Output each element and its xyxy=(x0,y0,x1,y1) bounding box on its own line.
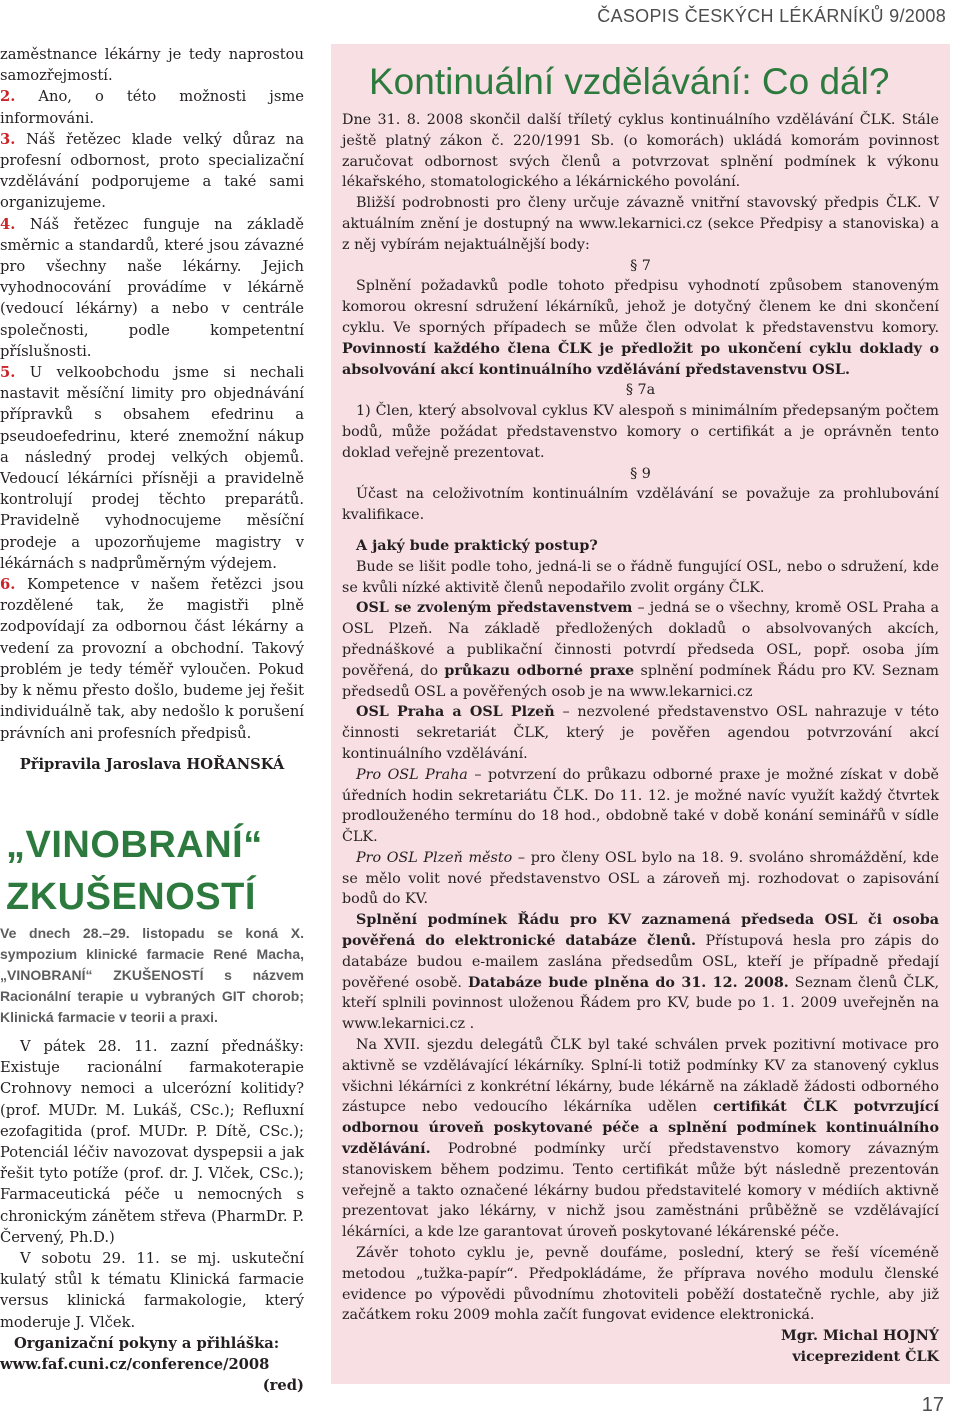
practice-card-label: průkazu odborné praxe xyxy=(444,662,635,679)
answer-6 xyxy=(0,574,304,744)
vinobrani-program xyxy=(0,1036,304,1396)
osl-plzen-text: – pro členy OSL bylo na 18. 9. svoláno shromáždění, kde se mělo volit nové představenstvo OSL a zároveň mj. rozhodovat o zapisování bodů do KV. xyxy=(342,849,939,908)
answer-text: Náš řetězec klade velký důraz na profesní odbornost, proto specializační vzdělávání podporujeme a také sami organizujeme. xyxy=(0,130,304,212)
answer-text: Náš řetězec funguje na základě směrnic a standardů, které jsou závazné pro všechny naše lékárny. Jejich vyhodnocování provádíme v lékárně (vedoucí lékárny) a nebo v centrále společnosti, podle kompetentní příslušnosti. xyxy=(0,215,304,360)
answer-number: 4. xyxy=(0,215,16,233)
journal-header: ČASOPIS ČESKÝCH LÉKÁRNÍKŮ 9/2008 xyxy=(597,6,946,26)
article-body xyxy=(342,110,939,1368)
signature-role: viceprezident ČLK xyxy=(792,1349,939,1366)
answer-text: U velkoobchodu jsme si nechali nastavit měsíční limity pro objednávání přípravků s obsahem efedrinu a pseudoefedrinu, které znemožní nákup a následný prodej velkých objemů. Vedoucí lékárníci přísněji a pravidelně kontrolují prodej těchto preparátů. Pravidelně vyhodnocujeme měsíční prodeje a upozorňujeme magistry v lékárnách s nadprůměrným výdejem. xyxy=(0,364,304,572)
practical-paragraph-1: Bude se lišit podle toho, jedná-li se o řádně fungující OSL, nebo o sdružení, kde se kvůli nízké aktivitě členů nepodařilo zvolit orgány ČLK. xyxy=(342,558,939,596)
vinobrani-title-line1: „VINOBRANÍ“ xyxy=(6,823,263,866)
answer-number: 2. xyxy=(0,88,16,106)
signature-name: Mgr. Michal HOJNÝ xyxy=(780,1328,939,1345)
section-7a-text: 1) Člen, který absolvoval cyklus KV alespoň s minimálním předepsaným počtem bodů, může požádat představenstvo komory o certifikát a je oprávněn tento doklad veřejně prezentovat. xyxy=(342,403,939,461)
answer-2 xyxy=(0,86,304,128)
practical-paragraph-5 xyxy=(342,848,939,910)
osl-plzen-label: Pro OSL Plzeň město xyxy=(356,849,513,866)
practical-paragraph-7 xyxy=(342,1035,939,1243)
osl-board-label: OSL se zvoleným představenstvem xyxy=(356,600,633,617)
answer-text: Ano, o této možnosti jsme informováni. xyxy=(0,88,304,127)
certificate-text: Na XVII. sjezdu delegátů ČLK byl také schválen prvek pozitivní motivace pro aktivně se vzdělávající lékárníky. Splní-li totiž podmínky KV za stanovený cyklus všichni lékárníci z konkrétní lékárny, bude lékárně na základě žádosti odborného zástupce nebo vedoucího lékárníka udělen xyxy=(342,1037,939,1116)
database-label: Splnění podmínek Řádu pro KV zaznamená předseda OSL či osoba pověřená do elektronické databáze členů. xyxy=(342,912,939,950)
article-box xyxy=(331,44,950,1384)
database-text-2: Seznam členů ČLK, kteří splnili povinnost uloženou Řádem pro KV, bude po 1. 1. 2009 uveřejněn na www.lekarnici.cz . xyxy=(342,974,940,1033)
section-7-text-b: Povinností každého člena ČLK je předložit po ukončení cyklu doklady o absolvování akcí kontinuálního vzdělávání představenstvu OSL. xyxy=(342,340,939,378)
intro-paragraph-1: Dne 31. 8. 2008 skončil další tříletý cyklus kontinuálního vzdělávání ČLK. Stále ještě platný zákon č. 220/1991 Sb. (o komorách) ukládá komorám povinnost zaručovat odbornost svých členů a potvrzovat splnění podmínek k výkonu lékařského, stomatologického a lékárnického povolání. xyxy=(342,112,939,191)
section-9-heading: § 9 xyxy=(630,465,651,482)
author-signature: Připravila Jaroslava HOŘANSKÁ xyxy=(19,755,285,773)
osl-board-text: – jedná se o všechny, kromě OSL Praha a OSL Plzeň. Na základě předložených dokladů o absolvovaných akcích, přednáškové a publikační činnosti potvrdí předseda OSL, popř. osoba jím pověřená, do xyxy=(342,600,939,679)
editor-mark: (red) xyxy=(262,1377,304,1395)
answer-1: zaměstnance lékárny je tedy naprostou samozřejmostí. xyxy=(0,46,304,85)
section-9-text: Účast na celoživotním kontinuálním vzdělávání se považuje za prohlubování kvalifikace. xyxy=(342,486,939,524)
osl-praha-plzen-text: – nezvolené představenstvo OSL nahrazuje v této činnosti sekretariát ČLK, který je pověřen agendou potvrzování akcí kontinuálního vzdělávání. xyxy=(342,704,940,762)
practical-paragraph-6 xyxy=(342,910,939,1035)
friday-program: V pátek 28. 11. zazní přednášky: Existuje racionální farmakoterapie Crohnovy nemoci a ulcerózní kolitidy? (prof. MUDr. M. Lukáš, CSc.); Refluxní ezofagitida (prof. MUDr. P. Dítě, CSc.); Potenciál léčiv navozovat dyspepsii a jak řešit tyto potíže (prof. dr. J. Vlček, CSc.); Farmaceutická péče u nemocných s chronickým zánětem střeva (PharmDr. P. Červený, Ph.D.) xyxy=(0,1037,304,1246)
osl-board-text-2: splnění podmínek Řádu pro KV. Seznam předsedů OSL a pověřených osob je na www.lekarnici.cz xyxy=(342,662,939,700)
osl-praha-plzen-label: OSL Praha a OSL Plzeň xyxy=(356,704,555,721)
practical-paragraph-2 xyxy=(342,598,939,702)
practical-subheading: A jaký bude praktický postup? xyxy=(356,537,598,554)
answer-text: Kompetence v našem řetězci jsou rozdělené tak, že magistři plně zodpovídají za odbornou část lékárny a vedení za provozní a obchodní. Takový problém je tedy téměř vyloučen. Pokud by k němu přesto došlo, budeme jej řešit individuálně tak, aby nedošlo k porušení právních ani profesních předpisů. xyxy=(0,576,304,742)
answer-number: 6. xyxy=(0,576,16,594)
answer-number: 5. xyxy=(0,364,16,382)
closing-paragraph: Závěr tohoto cyklu je, pevně doufáme, poslední, který se řeší víceméně metodou „tužka-papír“. Předpokládáme, že příprava nového modulu členské evidence po výpovědi původnímu zhotoviteli poběží dostatečně rychle, aby již začátkem roku 2009 mohla začít fungovat evidence elektronická. xyxy=(342,1245,939,1324)
vinobrani-title-line2: ZKUŠENOSTÍ xyxy=(6,875,256,918)
org-url[interactable]: www.faf.cuni.cz/conference/2008 xyxy=(0,1355,270,1373)
practical-paragraph-3 xyxy=(342,702,939,764)
section-7-text xyxy=(342,276,939,380)
section-7-heading: § 7 xyxy=(630,257,651,274)
practical-paragraph-4 xyxy=(342,765,939,848)
intro-paragraph-2: Bližší podrobnosti pro členy určuje závazně vnitřní stavovský předpis ČLK. V aktuálním znění je dostupný na www.lekarnici.cz (sekce Předpisy a stanoviska) a z něj vybírám nejaktuálnější body: xyxy=(342,195,939,253)
article-title: Kontinuální vzdělávání: Co dál? xyxy=(369,61,890,102)
section-7a-heading: § 7a xyxy=(625,382,656,399)
osl-praha-label: Pro OSL Praha xyxy=(356,766,468,783)
certificate-label: certifikát ČLK potvrzující odbornou úroveň poskytované péče a splnění podmínek kontinuálního vzdělávání. xyxy=(342,1099,939,1158)
answer-4 xyxy=(0,214,304,362)
left-column xyxy=(0,44,304,1396)
answer-3 xyxy=(0,129,304,214)
vinobrani-lead: Ve dnech 28.–29. listopadu se koná X. sympozium klinické farmacie René Macha, „VINOBRANÍ“ ZKUŠENOSTÍ s názvem Racionální terapie u vybraných GIT chorob; Klinická farmacie v teorii a praxi. xyxy=(0,924,304,1025)
certificate-text-2: Podrobné podmínky určí představenstvo komory závazným stanoviskem během podzimu. Tento certifikát může být následně prezentován veřejně a takto označené lékárny budou představitelé komory v médiích aktivně prezentovat jako lékárny, v nichž jsou zaměstnáni průběžně se vzdělávající lékárníci, a kde lze garantovat úroveň poskytované lékárenské péče. xyxy=(342,1141,939,1241)
osl-praha-text: – potvrzení do průkazu odborné praxe je možné získat v době úředních hodin sekretariátu ČLK. Do 11. 12. je možné navíc využít každý čtvrtek prodlouženého termínu do 18 hod., obdobně také v době konání seminářů v sídle ČLK. xyxy=(342,766,939,846)
page-number: 17 xyxy=(921,1394,944,1416)
answer-5 xyxy=(0,362,304,574)
saturday-program: V sobotu 29. 11. se mj. uskuteční kulatý stůl k tématu Klinická farmacie versus klinická farmakologie, který moderuje J. Vlček. xyxy=(0,1249,304,1331)
database-deadline: Databáze bude plněna do 31. 12. 2008. xyxy=(468,974,789,991)
vinobrani-title xyxy=(6,819,304,923)
answer-number: 3. xyxy=(0,130,16,148)
org-label: Organizační pokyny a přihláška: xyxy=(14,1334,280,1352)
database-text: Přístupová hesla pro zápis do databáze budou e-mailem zaslána předsedům OSL, kteří je případně předají pověřené osobě. xyxy=(342,933,939,991)
section-7-text-a: Splnění požadavků podle tohoto předpisu vyhodnotí způsobem stanoveným komorou okresní sdružení lékárníků, jehož je dotyčný členem ke dni skončení cyklu. Ve sporných případech se může člen odvolat k představenstvu komory. xyxy=(342,278,939,336)
